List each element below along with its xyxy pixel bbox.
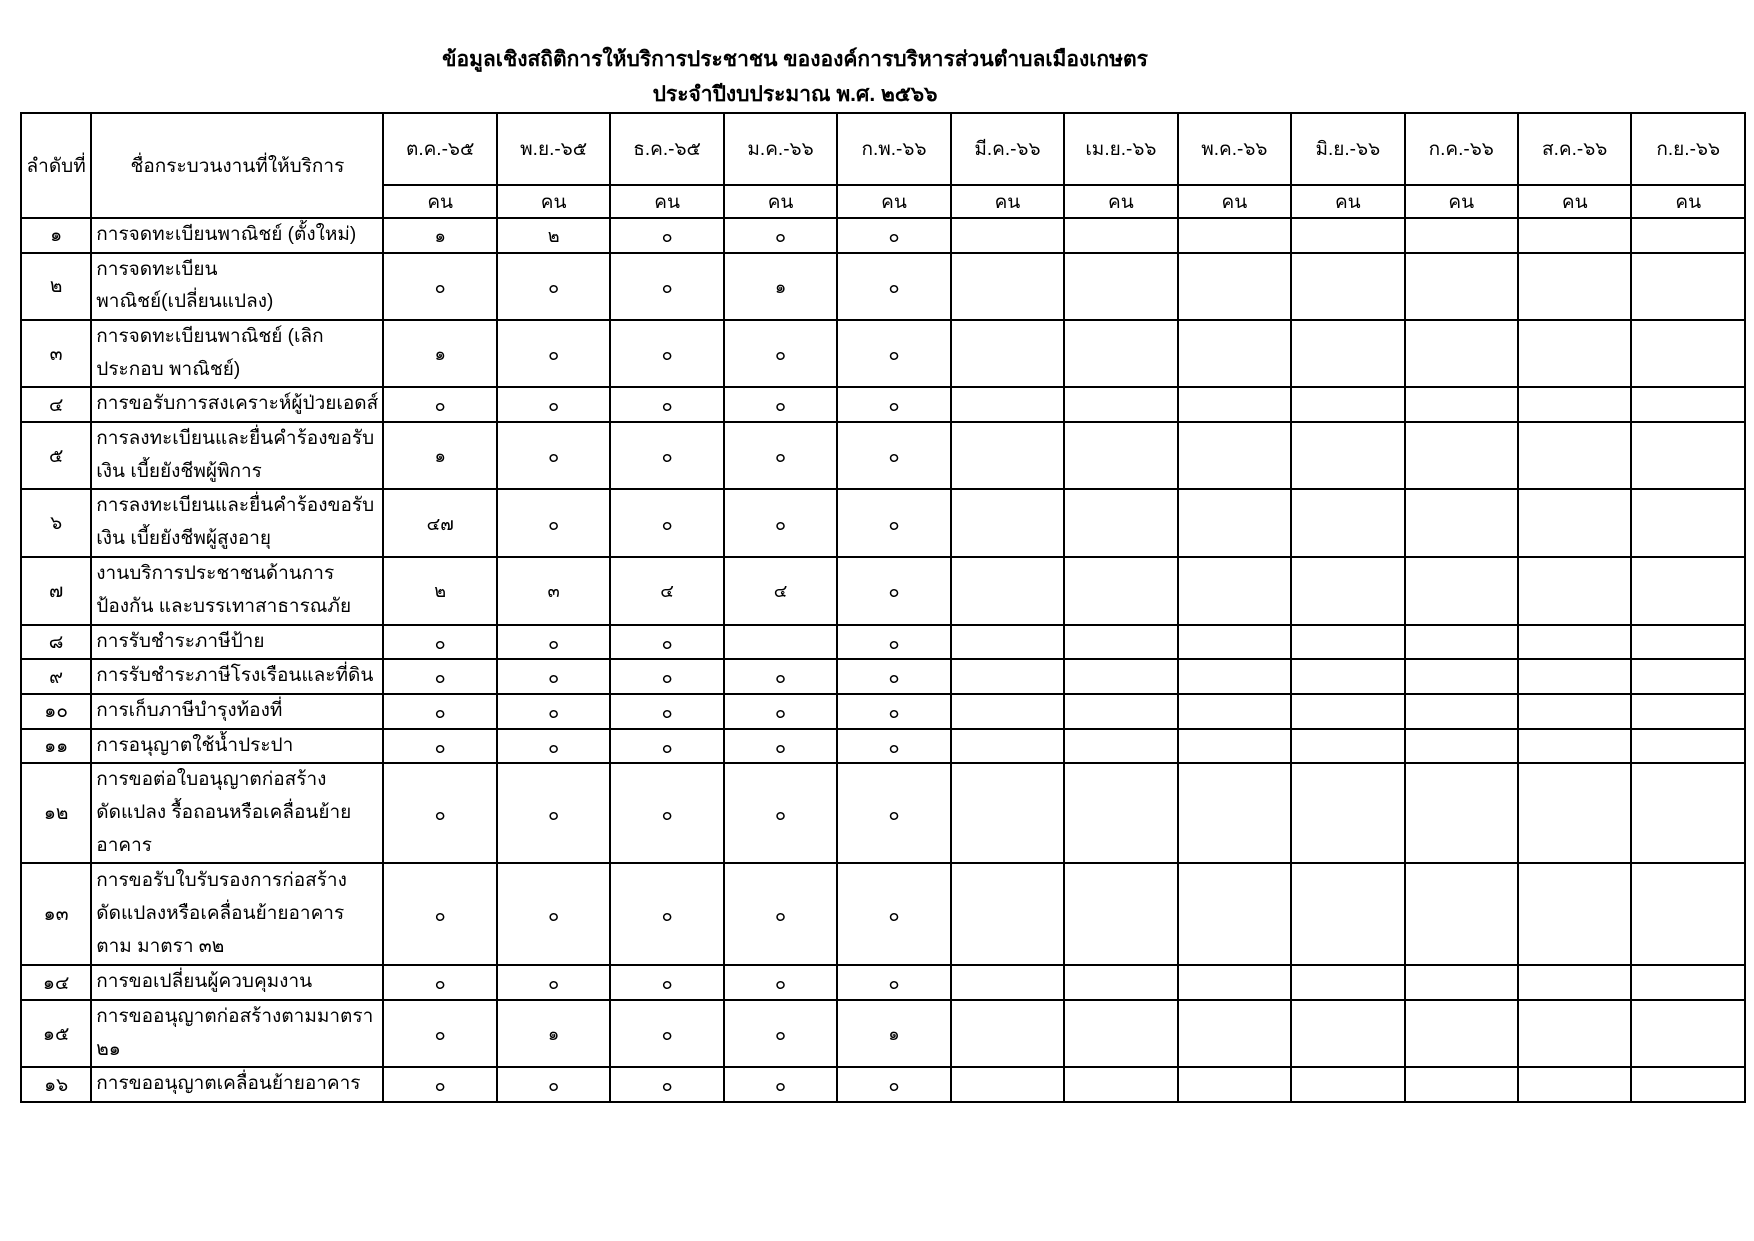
value-cell: ๐ [724, 422, 837, 489]
value-cell [1631, 320, 1745, 387]
table-row [21, 694, 1745, 729]
service-name-cell: การจดทะเบียนพาณิชย์ (เลิกประกอบ พาณิชย์) [91, 320, 383, 387]
value-cell [1291, 422, 1404, 489]
value-cell [1178, 659, 1291, 694]
month-header: ม.ค.-๖๖ [724, 113, 837, 185]
value-cell [1064, 1067, 1177, 1102]
service-name-cell: การลงทะเบียนและยื่นคำร้องขอรับเงิน เบี้ยยังชีพผู้พิการ [91, 422, 383, 489]
row-number-cell: ๒ [21, 253, 91, 320]
value-cell [1064, 659, 1177, 694]
value-cell [1178, 253, 1291, 320]
no-column-header: ลำดับที่ [21, 113, 91, 218]
value-cell [1291, 625, 1404, 660]
row-number-cell: ๗ [21, 557, 91, 625]
value-cell: ๐ [837, 729, 950, 764]
value-cell [1631, 863, 1745, 965]
value-cell: ๐ [837, 694, 950, 729]
value-cell [951, 218, 1064, 253]
value-cell [1631, 694, 1745, 729]
value-cell [1518, 1067, 1631, 1102]
value-cell: ๐ [837, 489, 950, 556]
table-row [21, 320, 1745, 387]
unit-header: คน [610, 185, 723, 218]
value-cell [951, 694, 1064, 729]
value-cell [1178, 1067, 1291, 1102]
value-cell: ๐ [610, 253, 723, 320]
value-cell: ๐ [724, 1067, 837, 1102]
service-name-cell: การลงทะเบียนและยื่นคำร้องขอรับเงิน เบี้ยยังชีพผู้สูงอายุ [91, 489, 383, 556]
service-name-cell: การขอเปลี่ยนผู้ควบคุมงาน [91, 965, 383, 1000]
service-name-cell: การจดทะเบียนพาณิชย์ (ตั้งใหม่) [91, 218, 383, 253]
value-cell: ๐ [837, 320, 950, 387]
value-cell: ๐ [724, 489, 837, 556]
value-cell [1405, 557, 1518, 625]
service-name-cell: การอนุญาตใช้น้ำประปา [91, 729, 383, 764]
value-cell: ๑ [383, 218, 496, 253]
month-header: พ.ค.-๖๖ [1178, 113, 1291, 185]
row-number-cell: ๑๒ [21, 763, 91, 863]
table-row [21, 489, 1745, 556]
value-cell [1291, 659, 1404, 694]
value-cell: ๐ [837, 557, 950, 625]
value-cell [1631, 253, 1745, 320]
value-cell [1518, 625, 1631, 660]
value-cell [1631, 422, 1745, 489]
value-cell [1518, 489, 1631, 556]
value-cell: ๐ [610, 218, 723, 253]
service-name-cell: การรับชำระภาษีโรงเรือนและที่ดิน [91, 659, 383, 694]
value-cell: ๐ [497, 387, 610, 422]
value-cell: ๐ [837, 863, 950, 965]
value-cell [1064, 763, 1177, 863]
value-cell [1405, 763, 1518, 863]
value-cell: ๐ [837, 253, 950, 320]
month-header: พ.ย.-๖๕ [497, 113, 610, 185]
value-cell [1064, 489, 1177, 556]
value-cell [1178, 557, 1291, 625]
value-cell [951, 729, 1064, 764]
row-number-cell: ๓ [21, 320, 91, 387]
unit-header: คน [1064, 185, 1177, 218]
value-cell: ๐ [724, 320, 837, 387]
value-cell [1178, 422, 1291, 489]
value-cell: ๐ [497, 422, 610, 489]
value-cell [1291, 557, 1404, 625]
value-cell [1518, 1000, 1631, 1067]
table-row [21, 253, 1745, 320]
table-row [21, 218, 1745, 253]
value-cell [1291, 1000, 1404, 1067]
unit-header: คน [1291, 185, 1404, 218]
value-cell [1631, 625, 1745, 660]
value-cell: ๐ [610, 659, 723, 694]
value-cell [951, 763, 1064, 863]
value-cell: ๔ [724, 557, 837, 625]
table-row [21, 1067, 1745, 1102]
statistics-table [20, 112, 1746, 1103]
value-cell: ๐ [497, 659, 610, 694]
value-cell [1631, 1067, 1745, 1102]
value-cell [1291, 694, 1404, 729]
value-cell: ๐ [610, 965, 723, 1000]
value-cell: ๐ [724, 218, 837, 253]
value-cell: ๐ [724, 694, 837, 729]
value-cell: ๐ [837, 625, 950, 660]
value-cell [1518, 729, 1631, 764]
value-cell [1405, 489, 1518, 556]
value-cell [1291, 1067, 1404, 1102]
value-cell [1631, 387, 1745, 422]
service-name-cell: การเก็บภาษีบำรุงท้องที่ [91, 694, 383, 729]
value-cell [1518, 422, 1631, 489]
value-cell [1178, 218, 1291, 253]
value-cell [1064, 253, 1177, 320]
value-cell: ๐ [383, 694, 496, 729]
value-cell: ๐ [837, 659, 950, 694]
value-cell [1405, 965, 1518, 1000]
service-name-cell: การขออนุญาตก่อสร้างตามมาตรา ๒๑ [91, 1000, 383, 1067]
value-cell [1631, 965, 1745, 1000]
value-cell [1064, 320, 1177, 387]
table-body [21, 218, 1745, 1102]
value-cell [1291, 965, 1404, 1000]
value-cell: ๐ [383, 729, 496, 764]
value-cell: ๐ [383, 763, 496, 863]
value-cell [1405, 422, 1518, 489]
value-cell [1291, 253, 1404, 320]
value-cell [1405, 659, 1518, 694]
table-row [21, 763, 1745, 863]
value-cell [1064, 863, 1177, 965]
value-cell: ๐ [610, 763, 723, 863]
value-cell [1064, 387, 1177, 422]
value-cell [1291, 320, 1404, 387]
value-cell: ๐ [383, 1067, 496, 1102]
value-cell [1405, 218, 1518, 253]
value-cell: ๓ [497, 557, 610, 625]
value-cell [1178, 763, 1291, 863]
value-cell [951, 625, 1064, 660]
table-row [21, 1000, 1745, 1067]
value-cell [1178, 863, 1291, 965]
month-header: ก.ค.-๖๖ [1405, 113, 1518, 185]
value-cell [1178, 1000, 1291, 1067]
row-number-cell: ๑๓ [21, 863, 91, 965]
service-name-cell: การจดทะเบียนพาณิชย์(เปลี่ยนแปลง) [91, 253, 383, 320]
value-cell [1405, 694, 1518, 729]
value-cell [1405, 1000, 1518, 1067]
row-number-cell: ๑๔ [21, 965, 91, 1000]
unit-header: คน [837, 185, 950, 218]
row-number-cell: ๑๐ [21, 694, 91, 729]
value-cell: ๐ [383, 253, 496, 320]
month-header: ส.ค.-๖๖ [1518, 113, 1631, 185]
value-cell: ๐ [724, 387, 837, 422]
value-cell: ๑ [837, 1000, 950, 1067]
row-number-cell: ๑๖ [21, 1067, 91, 1102]
service-name-cell: การรับชำระภาษีป้าย [91, 625, 383, 660]
value-cell: ๑ [383, 320, 496, 387]
table-header [21, 113, 1745, 218]
value-cell: ๒ [497, 218, 610, 253]
value-cell [1064, 965, 1177, 1000]
value-cell: ๐ [497, 1067, 610, 1102]
value-cell [1405, 863, 1518, 965]
value-cell [1518, 387, 1631, 422]
value-cell: ๐ [724, 763, 837, 863]
value-cell [951, 965, 1064, 1000]
value-cell: ๐ [610, 729, 723, 764]
row-number-cell: ๖ [21, 489, 91, 556]
value-cell: ๐ [497, 965, 610, 1000]
value-cell: ๐ [610, 387, 723, 422]
value-cell [1405, 387, 1518, 422]
unit-header: คน [951, 185, 1064, 218]
unit-header: คน [383, 185, 496, 218]
value-cell: ๐ [383, 387, 496, 422]
value-cell [951, 489, 1064, 556]
value-cell [1291, 489, 1404, 556]
value-cell [951, 659, 1064, 694]
service-name-cell: การขอต่อใบอนุญาตก่อสร้าง ดัดแปลง รื้อถอนหรือเคลื่อนย้ายอาคาร [91, 763, 383, 863]
table-row [21, 659, 1745, 694]
row-number-cell: ๙ [21, 659, 91, 694]
value-cell [1064, 1000, 1177, 1067]
value-cell: ๐ [383, 659, 496, 694]
row-number-cell: ๕ [21, 422, 91, 489]
value-cell [1064, 625, 1177, 660]
table-row [21, 729, 1745, 764]
row-number-cell: ๑๕ [21, 1000, 91, 1067]
value-cell [1291, 387, 1404, 422]
value-cell: ๐ [383, 625, 496, 660]
value-cell [1291, 729, 1404, 764]
unit-header: คน [1405, 185, 1518, 218]
value-cell [1631, 659, 1745, 694]
month-header: ต.ค.-๖๕ [383, 113, 496, 185]
value-cell: ๔ [610, 557, 723, 625]
value-cell: ๐ [837, 965, 950, 1000]
value-cell [1518, 965, 1631, 1000]
month-header: มี.ค.-๖๖ [951, 113, 1064, 185]
value-cell: ๐ [724, 863, 837, 965]
value-cell [951, 320, 1064, 387]
value-cell: ๐ [837, 422, 950, 489]
month-header: ก.พ.-๖๖ [837, 113, 950, 185]
value-cell: ๑ [724, 253, 837, 320]
unit-header: คน [1178, 185, 1291, 218]
service-name-cell: การขออนุญาตเคลื่อนย้ายอาคาร [91, 1067, 383, 1102]
value-cell [1518, 694, 1631, 729]
value-cell: ๐ [497, 694, 610, 729]
value-cell [1405, 625, 1518, 660]
name-column-header: ชื่อกระบวนงานที่ให้บริการ [91, 113, 383, 218]
value-cell [1518, 863, 1631, 965]
value-cell [1064, 694, 1177, 729]
value-cell [1631, 763, 1745, 863]
value-cell [1518, 253, 1631, 320]
value-cell [1178, 489, 1291, 556]
value-cell: ๐ [383, 965, 496, 1000]
service-name-cell: งานบริการประชาชนด้านการป้องกัน และบรรเทาสาธารณภัย [91, 557, 383, 625]
value-cell: ๐ [724, 659, 837, 694]
table-row [21, 625, 1745, 660]
value-cell [1064, 729, 1177, 764]
value-cell [1178, 625, 1291, 660]
value-cell: ๐ [497, 625, 610, 660]
value-cell [1631, 1000, 1745, 1067]
value-cell [951, 557, 1064, 625]
value-cell [1631, 557, 1745, 625]
header-row-months [21, 113, 1745, 185]
value-cell [1291, 763, 1404, 863]
row-number-cell: ๘ [21, 625, 91, 660]
value-cell [1631, 729, 1745, 764]
value-cell [1518, 320, 1631, 387]
value-cell [1178, 729, 1291, 764]
value-cell: ๐ [383, 1000, 496, 1067]
value-cell [1291, 863, 1404, 965]
document-title: ข้อมูลเชิงสถิติการให้บริการประชาชน ขององค์การบริหารส่วนตำบลเมืองเกษตร [442, 48, 1148, 71]
value-cell: ๒ [383, 557, 496, 625]
value-cell: ๐ [610, 489, 723, 556]
value-cell: ๐ [837, 1067, 950, 1102]
value-cell [951, 1067, 1064, 1102]
value-cell [951, 1000, 1064, 1067]
value-cell [1064, 218, 1177, 253]
value-cell [1518, 218, 1631, 253]
table-row [21, 422, 1745, 489]
value-cell: ๐ [610, 694, 723, 729]
value-cell [1405, 729, 1518, 764]
table-row [21, 557, 1745, 625]
value-cell: ๐ [610, 863, 723, 965]
value-cell: ๑ [383, 422, 496, 489]
value-cell [951, 863, 1064, 965]
value-cell [1064, 422, 1177, 489]
value-cell: ๐ [837, 387, 950, 422]
row-number-cell: ๑ [21, 218, 91, 253]
value-cell: ๑ [497, 1000, 610, 1067]
value-cell: ๐ [724, 965, 837, 1000]
value-cell: ๐ [610, 422, 723, 489]
value-cell: ๔๗ [383, 489, 496, 556]
row-number-cell: ๑๑ [21, 729, 91, 764]
month-header: มิ.ย.-๖๖ [1291, 113, 1404, 185]
table-row [21, 387, 1745, 422]
value-cell [1291, 218, 1404, 253]
table-row [21, 863, 1745, 965]
value-cell [724, 625, 837, 660]
value-cell: ๐ [497, 863, 610, 965]
value-cell [1405, 253, 1518, 320]
value-cell: ๐ [724, 1000, 837, 1067]
document-heading [0, 0, 1590, 109]
value-cell [1178, 320, 1291, 387]
value-cell [1631, 218, 1745, 253]
value-cell [1178, 965, 1291, 1000]
unit-header: คน [1631, 185, 1745, 218]
value-cell [1178, 387, 1291, 422]
service-name-cell: การขอรับการสงเคราะห์ผู้ป่วยเอดส์ [91, 387, 383, 422]
value-cell: ๐ [383, 863, 496, 965]
value-cell: ๐ [497, 729, 610, 764]
value-cell [1518, 659, 1631, 694]
value-cell: ๐ [497, 320, 610, 387]
document-subtitle: ประจำปีงบประมาณ พ.ศ. ๒๕๖๖ [652, 83, 938, 107]
value-cell [1405, 1067, 1518, 1102]
value-cell [1518, 763, 1631, 863]
month-header: เม.ย.-๖๖ [1064, 113, 1177, 185]
value-cell [1405, 320, 1518, 387]
unit-header: คน [724, 185, 837, 218]
month-header: ก.ย.-๖๖ [1631, 113, 1745, 185]
value-cell [1064, 557, 1177, 625]
value-cell: ๐ [497, 763, 610, 863]
value-cell: ๐ [497, 253, 610, 320]
value-cell: ๐ [610, 320, 723, 387]
unit-header: คน [1518, 185, 1631, 218]
value-cell [951, 422, 1064, 489]
value-cell: ๐ [610, 1000, 723, 1067]
value-cell: ๐ [610, 625, 723, 660]
row-number-cell: ๔ [21, 387, 91, 422]
value-cell [951, 253, 1064, 320]
month-header: ธ.ค.-๖๕ [610, 113, 723, 185]
value-cell [1178, 694, 1291, 729]
table-row [21, 965, 1745, 1000]
value-cell: ๐ [837, 763, 950, 863]
value-cell [951, 387, 1064, 422]
unit-header: คน [497, 185, 610, 218]
service-name-cell: การขอรับใบรับรองการก่อสร้าง ดัดแปลงหรือเคลื่อนย้ายอาคาร ตาม มาตรา ๓๒ [91, 863, 383, 965]
value-cell [1631, 489, 1745, 556]
value-cell: ๐ [497, 489, 610, 556]
value-cell [1518, 557, 1631, 625]
value-cell: ๐ [724, 729, 837, 764]
value-cell: ๐ [610, 1067, 723, 1102]
value-cell: ๐ [837, 218, 950, 253]
